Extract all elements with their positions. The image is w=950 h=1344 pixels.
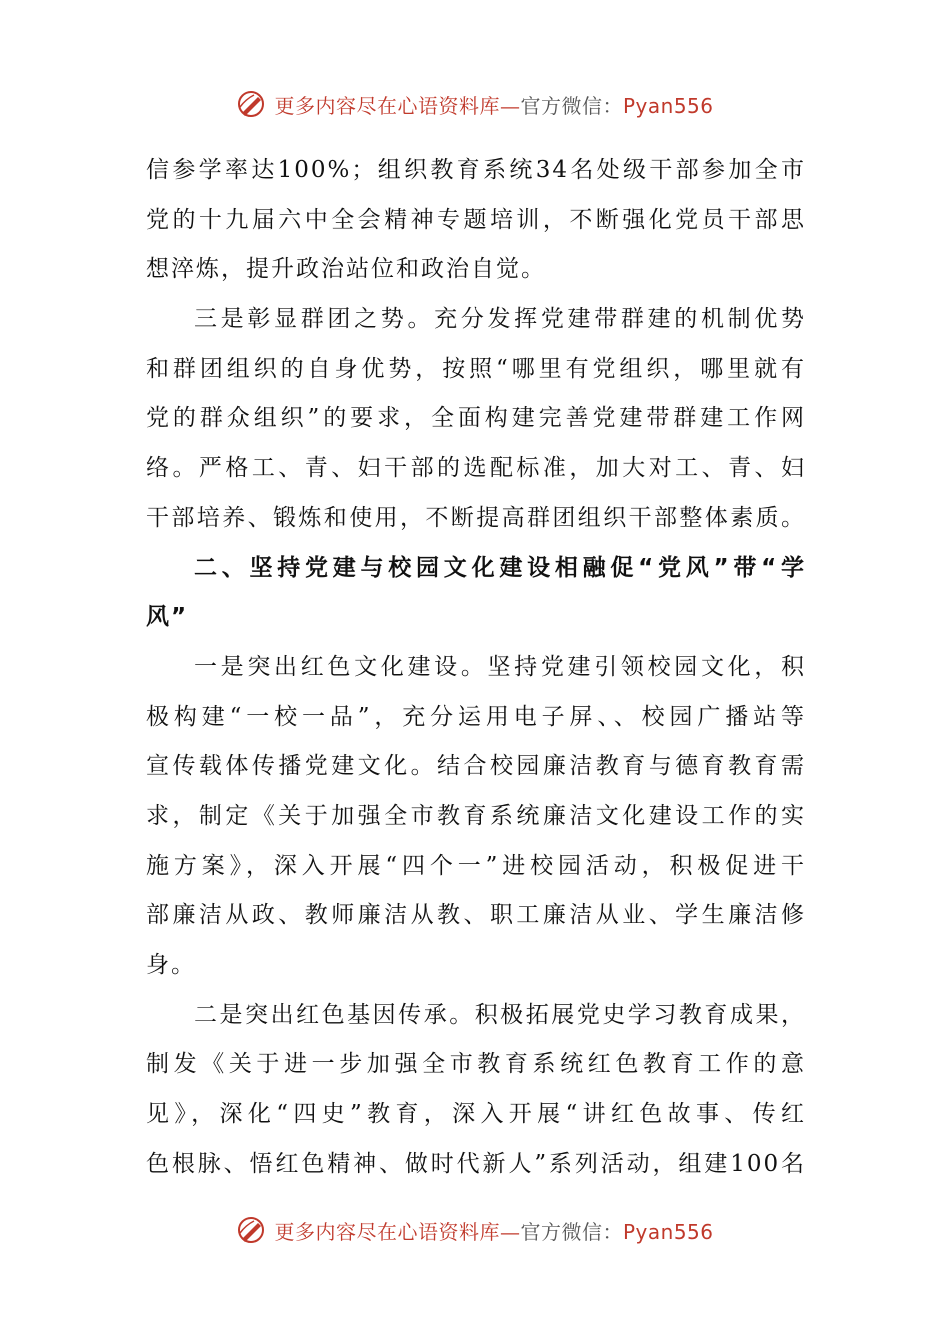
pen-logo-icon: [236, 1215, 266, 1245]
line-text: 制发《关于进一步加强全市教育系统红色教育工作的意: [146, 1051, 806, 1078]
watermark-official: 官方微信：: [520, 93, 623, 118]
line-text: 二是突出红色基因传承。积极拓展党史学习教育成果，: [194, 1001, 806, 1028]
paragraph-line: [146, 245, 806, 295]
line-text: 干部培养、锻炼和使用，不断提高群团组织干部整体素质。: [146, 504, 806, 531]
paragraph-line: [146, 693, 806, 743]
line-text: 求，制定《关于加强全市教育系统廉洁文化建设工作的实: [146, 802, 806, 829]
paragraph-line: [146, 196, 806, 246]
paragraph-line: [146, 941, 806, 991]
watermark-text: [274, 1216, 713, 1245]
watermark-dash: —: [499, 1219, 521, 1244]
paragraph-line: [146, 842, 806, 892]
line-text: 三是彰显群团之势。充分发挥党建带群建的机制优势: [194, 306, 806, 333]
paragraph-line: [146, 146, 806, 196]
section-heading-line: [146, 593, 806, 643]
watermark-handle: Pyan556: [622, 1219, 714, 1244]
watermark-official: 官方微信：: [520, 1219, 623, 1244]
line-text: 宣传载体传播党建文化。结合校园廉洁教育与德育教育需: [146, 753, 806, 780]
paragraph-line: [146, 742, 806, 792]
paragraph-line: [146, 792, 806, 842]
pen-logo-icon: [236, 89, 266, 119]
line-text: 极构建“一校一品”，充分运用电子屏、、校园广播站等: [146, 703, 806, 730]
paragraph-line: [146, 444, 806, 494]
watermark-handle: Pyan556: [622, 93, 714, 118]
line-text: 想淬炼，提升政治站位和政治自觉。: [146, 256, 546, 283]
paragraph-line: [146, 1090, 806, 1140]
line-text: 党的十九届六中全会精神专题培训，不断强化党员干部思: [146, 206, 806, 233]
line-text: 部廉洁从政、教师廉洁从教、职工廉洁从业、学生廉洁修: [146, 902, 806, 929]
paragraph-line: [146, 643, 806, 693]
line-text: 施方案》，深入开展“四个一”进校园活动，积极促进干: [146, 852, 806, 879]
paragraph-line: [146, 295, 806, 345]
header-watermark: [0, 84, 950, 124]
paragraph-line: [146, 394, 806, 444]
paragraph-line: [146, 1140, 806, 1190]
watermark-dash: —: [499, 93, 521, 118]
line-text: 身。: [146, 952, 196, 978]
watermark-text: [274, 90, 713, 119]
paragraph-line: [146, 494, 806, 544]
line-text: 党的群众组织”的要求，全面构建完善党建带群建工作网: [146, 405, 806, 432]
watermark-main: 更多内容尽在心语资料库: [274, 1219, 500, 1244]
footer-watermark: [0, 1210, 950, 1250]
document-body: [146, 146, 806, 1189]
line-text: 和群团组织的自身优势，按照“哪里有党组织，哪里就有: [146, 355, 806, 382]
watermark-main: 更多内容尽在心语资料库: [274, 93, 500, 118]
line-text: 色根脉、悟红色精神、做时代新人”系列活动，组建100名: [146, 1150, 806, 1177]
paragraph-line: [146, 991, 806, 1041]
line-text: 风”: [146, 604, 189, 631]
line-text: 络。严格工、青、妇干部的选配标准，加大对工、青、妇: [146, 455, 806, 482]
paragraph-line: [146, 891, 806, 941]
line-text: 信参学率达100%；组织教育系统34名处级干部参加全市: [146, 157, 806, 183]
line-text: 二、坚持党建与校园文化建设相融促“党风”带“学: [194, 554, 806, 581]
line-text: 见》，深化“四史”教育，深入开展“讲红色故事、传红: [146, 1101, 806, 1128]
section-heading-line: [146, 544, 806, 594]
paragraph-line: [146, 345, 806, 395]
paragraph-line: [146, 1040, 806, 1090]
line-text: 一是突出红色文化建设。坚持党建引领校园文化，积: [194, 653, 806, 680]
